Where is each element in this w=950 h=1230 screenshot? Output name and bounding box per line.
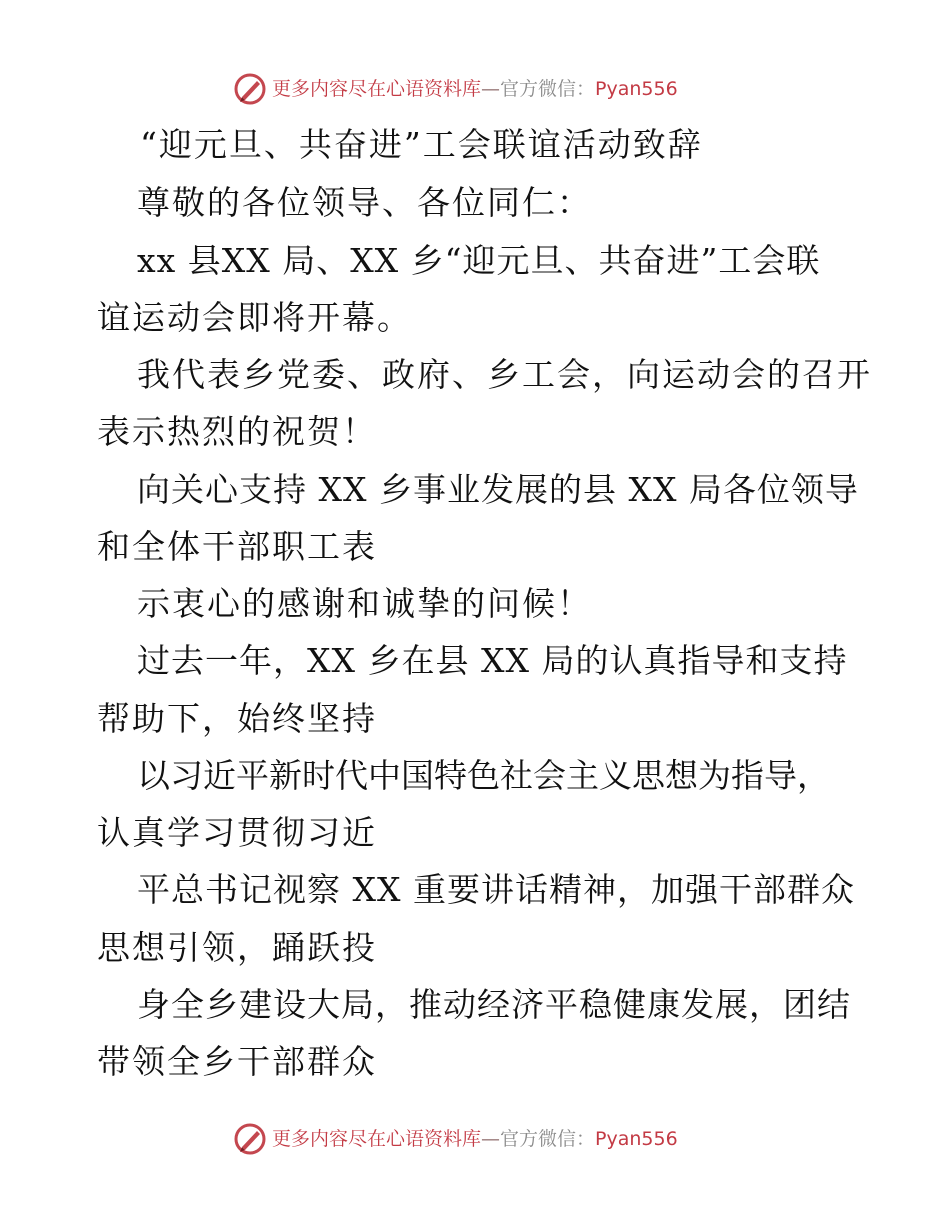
watermark-main: 更多内容尽在心语资料库 xyxy=(272,78,482,100)
paragraph-line: 谊运动会即将开幕。 xyxy=(97,298,412,337)
watermark-id: Pyan556 xyxy=(595,1128,678,1150)
pen-logo-icon xyxy=(233,1122,267,1156)
watermark-id: Pyan556 xyxy=(595,78,678,100)
watermark-main: 更多内容尽在心语资料库 xyxy=(272,1128,482,1150)
paragraph-line: 过去一年，XX 乡在县 XX 局的认真指导和支持 xyxy=(137,641,848,680)
paragraph-line: 和全体干部职工表 xyxy=(97,527,377,566)
pen-logo-icon xyxy=(233,72,267,106)
paragraph-line: 示衷心的感谢和诚挚的问候！ xyxy=(137,584,592,623)
paragraph-line: 向关心支持 XX 乡事业发展的县 XX 局各位领导 xyxy=(137,470,859,509)
watermark-header xyxy=(0,70,950,110)
watermark-text xyxy=(272,78,678,100)
watermark-footer xyxy=(0,1120,950,1160)
paragraph-line: 平总书记视察 XX 重要讲话精神，加强干部群众 xyxy=(137,870,855,909)
salutation: 尊敬的各位领导、各位同仁： xyxy=(137,183,592,222)
watermark-separator: — xyxy=(481,78,501,100)
document-title: “迎元旦、共奋进”工会联谊活动致辞 xyxy=(140,125,703,164)
paragraph-line: 认真学习贯彻习近 xyxy=(97,813,377,852)
paragraph-line: xx 县XX 局、XX 乡“迎元旦、共奋进”工会联 xyxy=(137,241,821,280)
paragraph-line: 带领全乡干部群众 xyxy=(97,1042,377,1081)
paragraph-line: 我代表乡党委、政府、乡工会，向运动会的召开 xyxy=(137,355,872,394)
watermark-text xyxy=(272,1128,678,1150)
watermark-label: 官方微信： xyxy=(500,1128,596,1150)
paragraph-line: 帮助下，始终坚持 xyxy=(97,699,377,738)
watermark-label: 官方微信： xyxy=(500,78,596,100)
watermark-separator: — xyxy=(481,1128,501,1150)
paragraph-line: 表示热烈的祝贺！ xyxy=(97,412,377,451)
paragraph-line: 思想引领，踊跃投 xyxy=(97,928,377,967)
paragraph-line: 以习近平新时代中国特色社会主义思想为指导， xyxy=(137,756,830,795)
paragraph-line: 身全乡建设大局，推动经济平稳健康发展，团结 xyxy=(137,985,851,1024)
